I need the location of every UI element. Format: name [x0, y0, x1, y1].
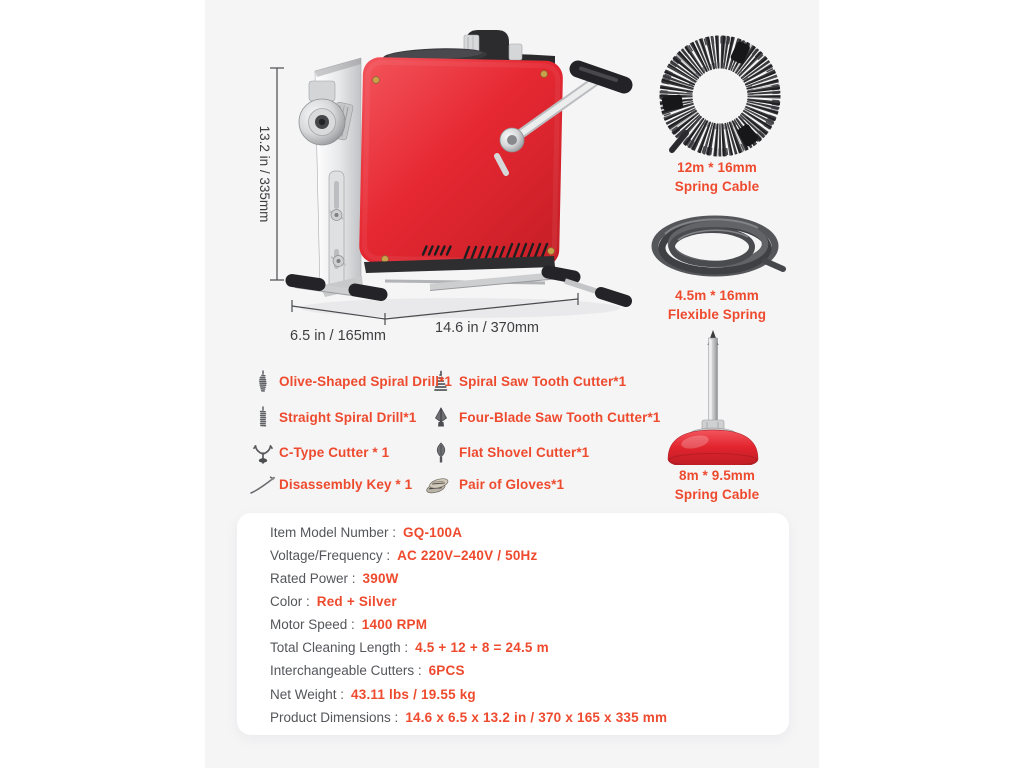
spec-value: AC 220V–240V / 50Hz [397, 547, 538, 563]
dimension-width-label: 14.6 in / 370mm [435, 320, 539, 336]
accessory-label-spiral-saw-tooth-cutter: Spiral Saw Tooth Cutter*1 [459, 374, 627, 389]
dimension-depth-label: 6.5 in / 165mm [290, 328, 386, 344]
accessory-label-flat-shovel-cutter: Flat Shovel Cutter*1 [459, 445, 590, 460]
spec-row-color [270, 590, 789, 613]
spec-label: Color : [270, 593, 310, 609]
spec-row-interchangeable-cutters [270, 659, 789, 682]
accessory-label-straight-spiral-drill: Straight Spiral Drill*1 [279, 410, 417, 425]
cable-label-line1: 4.5m * 16mm [675, 288, 759, 303]
spec-label: Net Weight : [270, 686, 345, 702]
straight-spiral-drill-icon [249, 405, 277, 431]
spec-label: Product Dimensions : [270, 709, 399, 725]
c-type-cutter-icon [249, 440, 277, 466]
spec-row-net-weight [270, 682, 789, 705]
spring-cable-12m-label [632, 158, 802, 196]
dimension-height-label: 13.2 in / 335mm [257, 125, 272, 223]
gloves-icon [424, 472, 452, 498]
spec-label: Voltage/Frequency : [270, 547, 391, 563]
olive-spiral-drill-icon [249, 369, 277, 395]
spec-label: Item Model Number : [270, 524, 397, 540]
flexible-spring-coil-image [640, 206, 790, 286]
spec-value: 6PCS [428, 663, 465, 679]
accessory-label-pair-of-gloves: Pair of Gloves*1 [459, 477, 565, 492]
spring-cable-8m-label [632, 466, 802, 504]
four-blade-saw-tooth-cutter-icon [427, 405, 455, 431]
spec-value: 390W [362, 570, 399, 586]
cable-label-line2: Spring Cable [674, 179, 760, 194]
spec-label: Motor Speed : [270, 617, 355, 633]
spring-cable-coil-image [652, 30, 788, 166]
guide-bracket [329, 171, 346, 291]
disassembly-key-icon [249, 472, 277, 498]
spec-label: Rated Power : [270, 570, 356, 586]
cable-label-line1: 12m * 16mm [677, 160, 757, 175]
accessory-label-c-type-cutter: C-Type Cutter * 1 [279, 445, 390, 460]
spec-row-rated-power [270, 567, 789, 590]
ground-shadow [300, 298, 620, 318]
drain-cleaning-machine-illustration [245, 25, 655, 350]
machine-body [292, 30, 626, 301]
product-image-canvas [205, 0, 819, 768]
spec-row-motor-speed [270, 613, 789, 636]
specifications-list [237, 513, 789, 729]
spec-row-voltage-frequency [270, 544, 789, 567]
cable-label-line2: Flexible Spring [667, 307, 767, 322]
spec-label: Total Cleaning Length : [270, 640, 409, 656]
spec-value: Red + Silver [316, 593, 397, 609]
accessory-label-olive-spiral-drill: Olive-Shaped Spiral Drill*1 [279, 374, 453, 389]
spec-value: 4.5 + 12 + 8 = 24.5 m [415, 640, 549, 656]
spec-row-item-model-number [270, 521, 789, 544]
spec-value: 1400 RPM [361, 617, 428, 633]
specifications-card [237, 513, 789, 735]
flat-shovel-cutter-icon [427, 440, 455, 466]
spec-value: 43.11 lbs / 19.55 kg [351, 686, 476, 702]
spec-label: Interchangeable Cutters : [270, 663, 422, 679]
accessory-label-disassembly-key: Disassembly Key * 1 [279, 477, 413, 492]
cable-label-line2: Spring Cable [674, 487, 760, 502]
flexible-spring-label [632, 286, 802, 324]
spec-row-product-dimensions [270, 706, 789, 729]
spec-row-total-cleaning-length [270, 636, 789, 659]
drum-auger-image [645, 330, 785, 465]
accessory-label-four-blade-saw-tooth-cutter: Four-Blade Saw Tooth Cutter*1 [459, 410, 661, 425]
spec-value: 14.6 x 6.5 x 13.2 in / 370 x 165 x 335 mm [405, 709, 668, 725]
spec-value: GQ-100A [403, 524, 463, 540]
cable-label-line1: 8m * 9.5mm [678, 468, 756, 483]
